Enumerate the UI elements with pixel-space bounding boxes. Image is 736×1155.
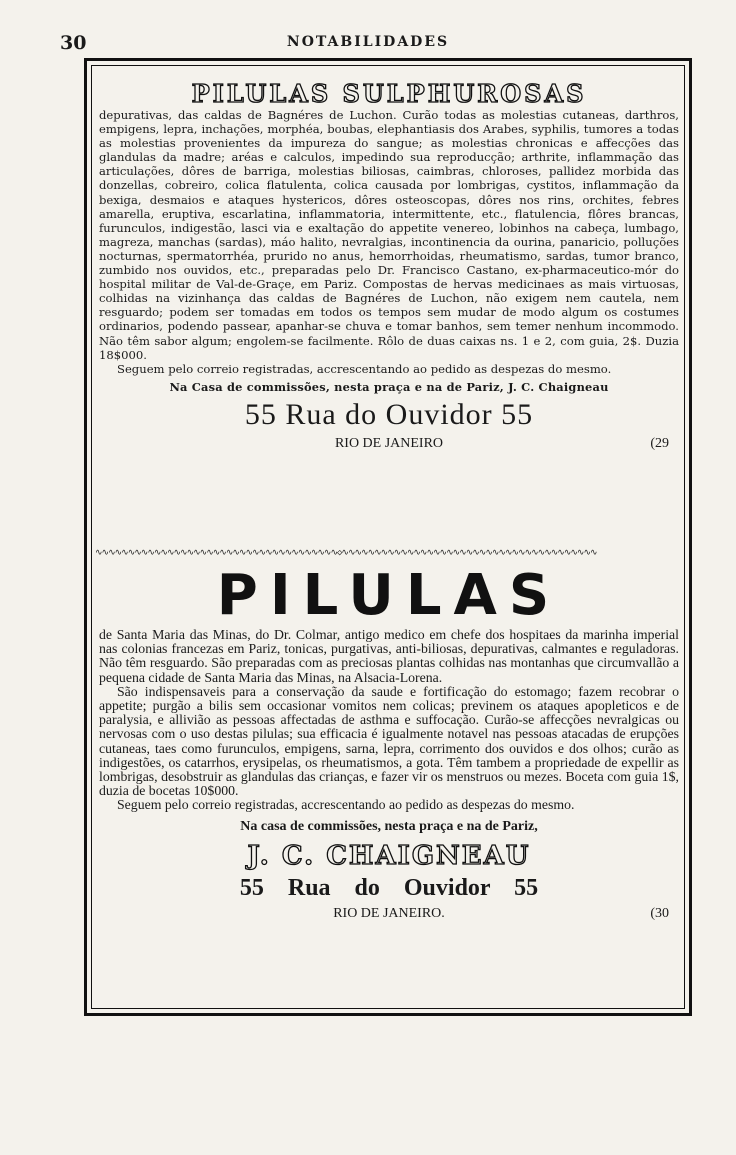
ad2-city-row [99,906,679,924]
wavy-divider: ∿∿∿∿∿∿∿∿∿∿∿∿∿∿∿∿∿∿∿∿∿∿∿∿∿∿∿∿∿∿∿∿∿∿∿∿∿◇∿∿∿∿∿∿∿∿∿∿∿∿∿∿∿∿∿∿∿∿∿∿∿∿∿∿∿∿∿∿∿∿∿∿∿∿∿∿∿ [95,548,597,558]
ad1-address: 55 Rua do Ouvidor 55 [244,397,534,431]
ad2-title: PILULAS [216,563,562,628]
ad2-merchant-name: J. C. CHAIGNEAU [247,840,531,871]
ad1-casa-line: Na Casa de commissões, nesta praça e na de Pariz, J. C. Chaigneau [169,379,609,394]
ad1-city: RIO DE JANEIRO [334,435,444,451]
ad2-address: 55 Rua do Ouvidor 55 [239,874,539,901]
ad2-body-2: São indispensaveis para a conservação da saude e fortificação do estomago; fazem recobrar o appetite; purgão a bilis sem occasionar vomitos nem colicas; previnem os ataques apopleticos e de paralysia, e allivião as pessoas affectadas de asthma e suffocação. Curão-se affecções nevralgicas ou nervosas com o uso destas pilulas; sua efficacia é igualmente notavel nas pessoas atacadas de erupções cutaneas, taes como furunculos, empigens, sarna, lepra, corrimento dos ouvidos e dos olhos; curão as indigestões, os catarrhos, erysipelas, os rheumatismos, a gota. Têm tambem a propriedade de expellir as lombrigas, desobstruir as glandulas das crianças, e fazer vir os menstruos ou mezes. Boceta com guia 1$, duzia de bocetas 10$000. [99,683,679,799]
ad2-ref: (30 [650,905,669,921]
ad-pilulas-santa-maria [99,563,679,924]
ad1-ref: (29 [650,435,669,451]
ad-pilulas-sulphurosas [99,79,679,454]
ad2-casa-line: Na casa de commissões, nesta praça e na de Pariz, [240,818,538,834]
running-head: NOTABILIDADES [286,34,450,50]
ad1-title: PILULAS SULPHUROSAS [191,79,587,108]
ad2-city: RIO DE JANEIRO. [333,905,445,921]
page-number: 30 [60,32,87,54]
ad2-body-1: de Santa Maria das Minas, do Dr. Colmar, antigo medico em chefe dos hospitaes da marinha imperial nas colonias francezas em Pariz, tonicas, purgativas, anti-biliosas, depurativas, calmantes e reguladoras. Não têm resguardo. São preparadas com as preciosas plantas colhidas nas montanhas que circumvallão a pequena cidade de Santa Maria das Minas, na Alsacia-Lorena. [99,627,679,685]
ad1-city-row [99,436,679,454]
ad1-body: depurativas, das caldas de Bagnéres de Luchon. Curão todas as molestias cutaneas, darthros, empigens, lepra, inchações, morphéa, boubas, elephantiasis dos Arabes, syphilis, tumores a todas as molestias provenientes da impureza do sangue; as molestias chronicas e affecções das glandulas da madre; aréas e calculos, impedindo sua reproducção; arthrite, inflammação das articulações, dôres de barriga, molestias biliosas, caimbras, chloroses, pallidez morbida das donzellas, cobreiro, colica flatulenta, colica causada por lombrigas, cystitos, inflammação da bexiga, desmaios e ataques hystericos, dôres osteoscopas, dôres nos rins, orchites, febres amarella, eruptiva, escarlatina, inflammatoria, intermittente, etc., flatulencia, flôres brancas, furunculos, indigestão, lasci via e exaltação do appetite venereo, lobinhos na cabeça, lumbago, magreza, manchas (sardas), máo halito, nevralgias, incontinencia da ourina, panaricio, polluções nocturnas, spermatorrhéa, prurido no anus, hemorrhoidas, rheumatismo, sardas, tumor branco, zumbido nos ouvidos, etc., preparadas pelo Dr. Francisco Castano, ex-pharmaceutico-mór do hospital militar de Val-de-Graçe, em Pariz. Compostas de hervas medicinaes as mais virtuosas, colhidas na vizinhança das caldas de Bagnéres de Luchon, não exigem nem cautela, nem resguardo; podem ser tomadas em todos os tempos sem mudar de modo algum os costumes ordinarios, podendo passear, apanhar-se chuva e tomar banhos, sem temer nenhum incommodo. Não têm sabor algum; engolem-se facilmente. Rôlo de duas caixas ns. 1 e 2, com guia, 2$. Duzia 18$000. [99,108,679,362]
advertisement-frame [84,58,692,1016]
ad1-follow-text: Seguem pelo correio registradas, accrescentando ao pedido as despezas do mesmo. [117,361,612,376]
ad2-follow-text: Seguem pelo correio registradas, accrescentando ao pedido as despezas do mesmo. [117,797,575,813]
